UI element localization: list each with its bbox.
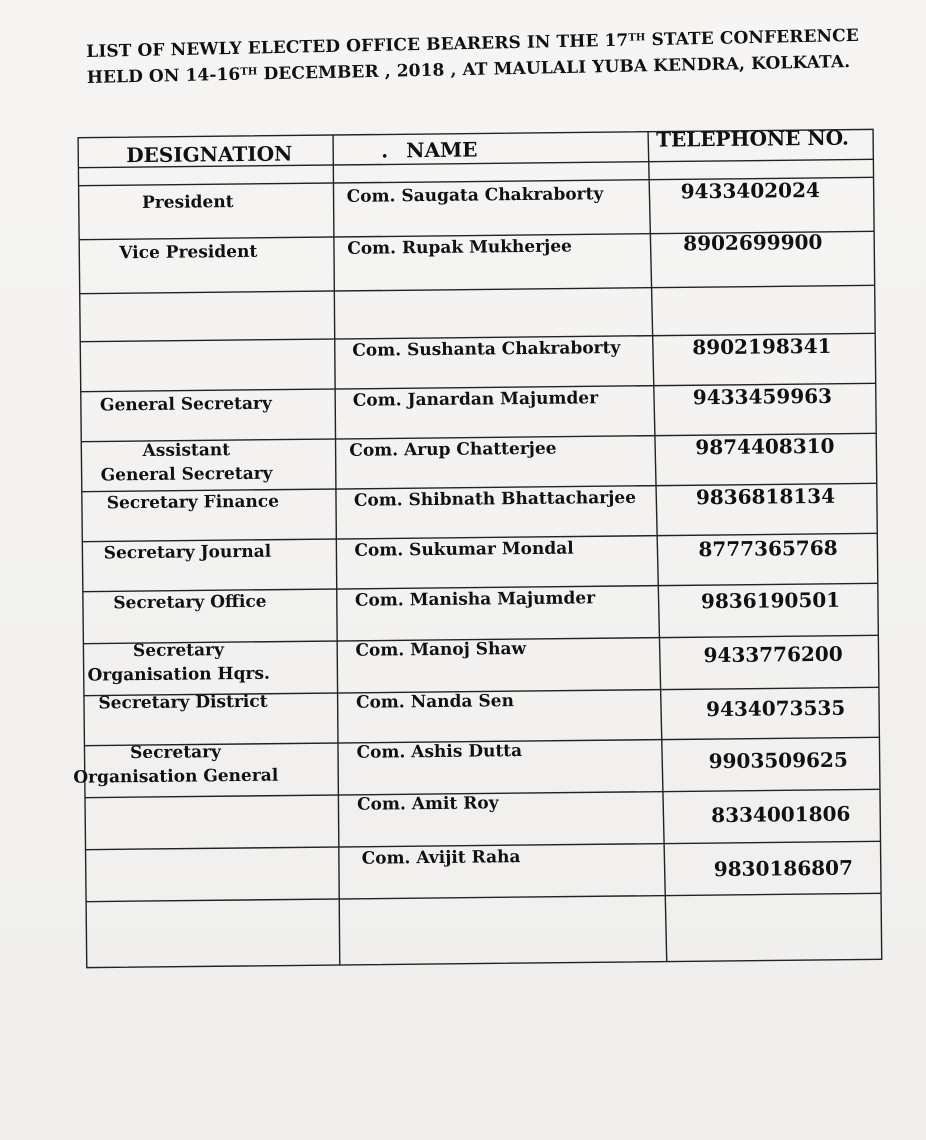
name-cell: Com. Manoj Shaw [355,639,527,661]
header-designation: DESIGNATION [126,141,293,168]
telephone-cell: 8334001806 [711,801,851,828]
column-divider-1 [331,135,342,965]
designation-cell: President [141,192,234,214]
designation-cell: Vice President [119,241,258,264]
telephone-cell: 9434073535 [705,695,846,722]
row-line [86,893,881,901]
row-line [80,285,875,293]
name-cell: Com. Sushanta Chakraborty [352,338,621,361]
designation-cell: General Secretary [99,393,272,416]
telephone-cell: 8902198341 [692,333,832,360]
designation-cell: Secretary Office [113,591,267,614]
name-cell: Com. Shibnath Bhattacharjee [353,487,637,511]
telephone-cell: 8902699900 [683,229,823,256]
document-title [86,22,867,90]
designation-cell: Secretary Organisation Hqrs. [87,640,271,686]
header-telephone: TELEPHONE NO. [656,125,850,152]
designation-cell: Secretary District [98,691,268,714]
name-cell: Com. Avijit Raha [361,847,521,869]
name-cell: Com. Janardan Majumder [352,388,599,411]
name-cell: Com. Ashis Dutta [356,741,523,763]
designation-cell: Secretary Journal [103,541,272,564]
title-line-1: LIST OF NEWLY ELECTED OFFICE BEARERS IN THE 17TH STATE CONFERENCE [86,25,860,62]
name-cell: Com. Nanda Sen [355,691,515,713]
telephone-cell: 9433459963 [692,383,833,410]
name-cell: Com. Rupak Mukherjee [347,236,573,259]
designation-cell: Secretary Finance [106,491,280,514]
telephone-cell: 9433776200 [703,641,843,668]
column-divider-2 [648,132,667,962]
name-cell: Com. Sukumar Mondal [354,538,574,561]
header-name: NAME [406,137,478,163]
stray-dot: . [381,138,389,163]
office-bearers-table [48,121,913,970]
telephone-cell: 9836190501 [700,587,841,614]
name-cell: Com. Saugata Chakraborty [346,184,604,207]
designation-cell: Secretary Organisation General [73,742,279,788]
telephone-cell: 9903509625 [708,747,848,774]
name-cell: Com. Amit Roy [356,793,499,815]
telephone-cell: 9874408310 [695,433,835,460]
telephone-cell: 9433402024 [680,177,820,204]
title-line-2: HELD ON 14-16TH DECEMBER , 2018 , AT MAULALI YUBA KENDRA, KOLKATA. [86,52,851,88]
designation-cell: Assistant General Secretary [100,440,273,486]
name-cell: Com. Arup Chatterjee [349,438,557,461]
telephone-cell: 8777365768 [698,535,838,562]
name-cell: Com. Manisha Majumder [354,588,596,611]
telephone-cell: 9836818134 [695,483,836,510]
telephone-cell: 9830186807 [713,855,854,882]
table-grid [48,121,913,970]
